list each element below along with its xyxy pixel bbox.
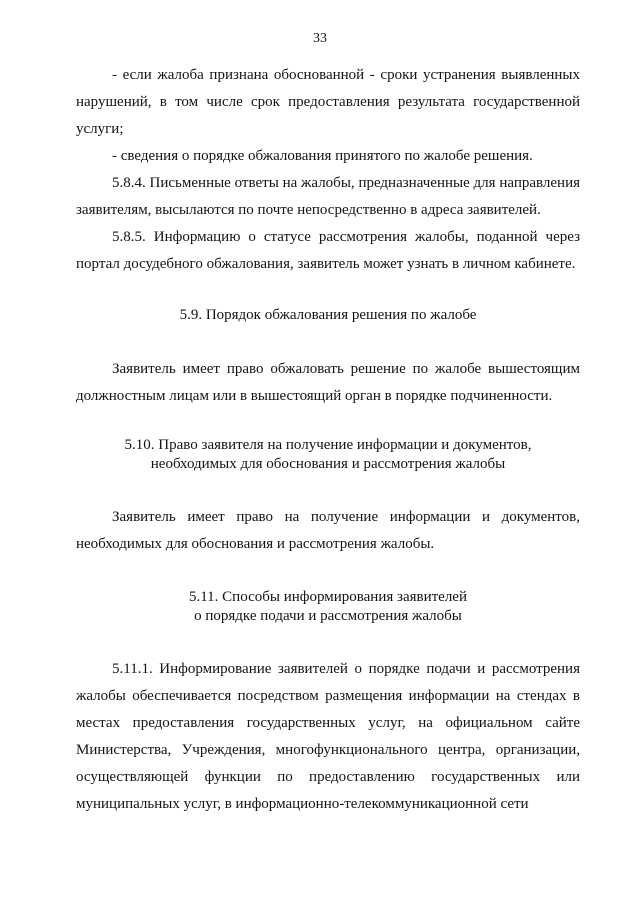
paragraph-5-11-1: 5.11.1. Информирование заявителей о порядке подачи и рассмотрения жалобы обеспечивается посредством размещения информации на стендах в местах предоставления государственных услуг, на официальном сайте Министерства, Учреждения, многофункционального центра, организации, осуществляющей функции по предоставлению государственных или муниципальных услуг, в информационно-телекоммуникационной сети — [76, 661, 580, 812]
heading-5-11-line-2: о порядке подачи и рассмотрения жалобы — [194, 608, 462, 624]
heading-5-10 — [76, 436, 580, 474]
paragraph-appeal-info: - сведения о порядке обжалования принятого по жалобе решения. — [112, 148, 533, 164]
paragraph-appeal-right: Заявитель имеет право обжаловать решение по жалобе вышестоящим должностным лицам или в вышестоящий орган в порядке подчиненности. — [76, 361, 580, 404]
heading-5-11-line-1: 5.11. Способы информирования заявителей — [188, 589, 467, 605]
document-body — [76, 62, 580, 818]
heading-5-10-line-2: необходимых для обоснования и рассмотрения жалобы — [150, 456, 506, 472]
heading-5-9: 5.9. Порядок обжалования решения по жалобе — [179, 307, 477, 323]
heading-5-10-line-1: 5.10. Право заявителя на получение информации и документов, — [124, 437, 532, 453]
paragraph-5-8-5: 5.8.5. Информацию о статусе рассмотрения жалобы, поданной через портал досудебного обжалования, заявитель может узнать в личном кабинете. — [76, 229, 580, 272]
paragraph-5-8-4: 5.8.4. Письменные ответы на жалобы, предназначенные для направления заявителям, высылаются по почте непосредственно в адреса заявителей. — [76, 175, 580, 218]
page-number: 33 — [313, 31, 327, 46]
heading-5-11 — [76, 588, 580, 626]
paragraph-complaint-justified: - если жалоба признана обоснованной - сроки устранения выявленных нарушений, в том числе срок предоставления результата государственной услуги; — [76, 67, 580, 137]
paragraph-info-right: Заявитель имеет право на получение информации и документов, необходимых для обоснования и рассмотрения жалобы. — [76, 509, 580, 552]
